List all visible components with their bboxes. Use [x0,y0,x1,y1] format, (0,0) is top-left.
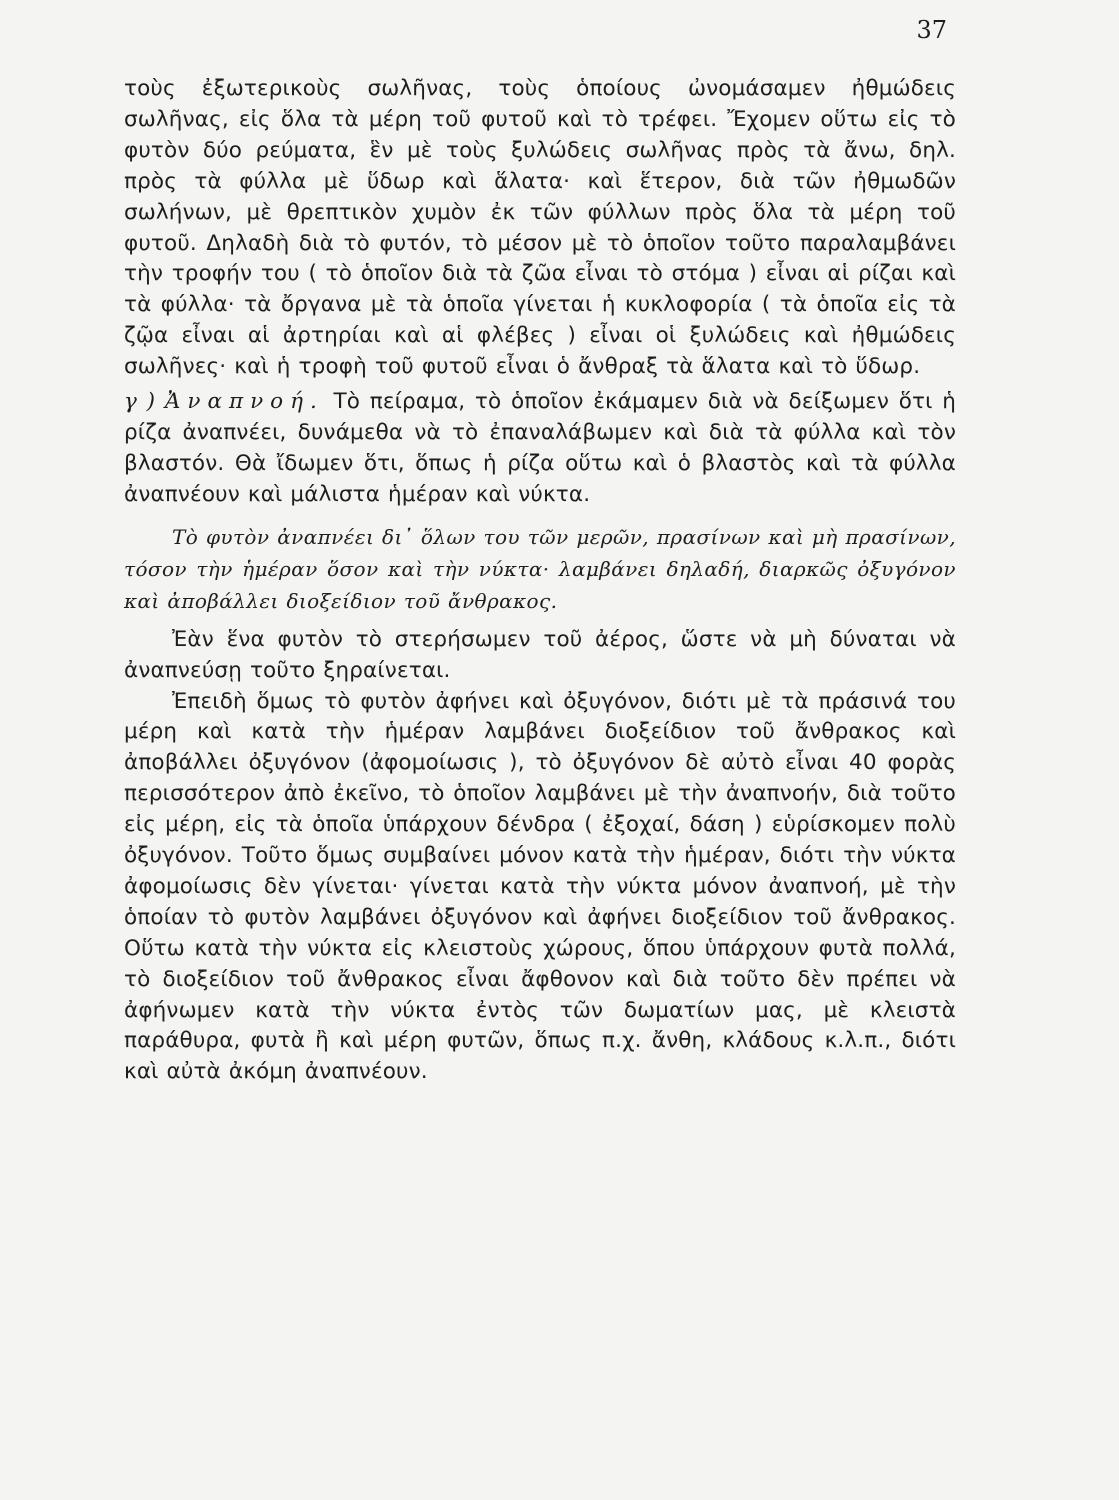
paragraph-air-deprivation: Ἐὰν ἕνα φυτὸν τὸ στερήσωμεν τοῦ ἀέρος, ὥστε νὰ μὴ δύναται νὰ ἀναπνεύσῃ τοῦτο ξηραίνεται. [124,626,956,683]
main-text [124,74,956,1088]
paragraph-circulation: τοὺς ἐξωτερικοὺς σωλῆνας, τοὺς ὁποίους ὠνομάσαμεν ἠθμώδεις σωλῆνας, εἰς ὅλα τὰ μέρη τοῦ φυτοῦ καὶ τὸ τρέφει. Ἔχομεν οὕτω εἰς τὸ φυτὸν δύο ρεύματα, ἓν μὲ τοὺς ξυλώδεις σωλῆνας πρὸς τὰ ἄνω, δηλ. πρὸς τὰ φύλλα μὲ ὕδωρ καὶ ἅλατα· καὶ ἕτερον, διὰ τῶν ἠθμωδῶν σωλήνων, μὲ θρεπτικὸν χυμὸν ἐκ τῶν φύλλων πρὸς ὅλα τὰ μέρη τοῦ φυτοῦ. Δηλαδὴ διὰ τὸ φυτόν, τὸ μέσον μὲ τὸ ὁποῖον τοῦτο παραλαμβάνει τὴν τροφήν του ( τὸ ὁποῖον διὰ τὰ ζῶα εἶναι τὸ στόμα ) εἶναι αἱ ρίζαι καὶ τὰ φύλλα· τὰ ὄργανα μὲ τὰ ὁποῖα γίνεται ἡ κυκλοφορία ( τὰ ὁποῖα εἰς τὰ ζῷα εἶναι αἱ ἀρτηρίαι καὶ αἱ φλέβες ) εἶναι οἱ ξυλώδεις καὶ ἠθμώδεις σωλῆνες· καὶ ἡ τροφὴ τοῦ φυτοῦ εἶναι ὁ ἄνθραξ τὰ ἅλατα καὶ τὸ ὕδωρ. [124,76,956,380]
section-heading: Ἀναπνοή. [164,389,324,415]
paragraph-oxygen: Ἐπειδὴ ὅμως τὸ φυτὸν ἀφήνει καὶ ὀξυγόνον, διότι μὲ τὰ πράσινά του μέρη καὶ κατὰ τὴν ἡμέραν λαμβάνει διοξείδιον τοῦ ἄνθρακος καὶ ἀποβάλλει ὀξυγόνον (ἀφομοίωσις ), τὸ ὀξυγόνον δὲ αὐτὸ εἶναι 40 φορὰς περισσότερον ἀπὸ ἐκεῖνο, τὸ ὁποῖον λαμβάνει μὲ τὴν ἀναπνοήν, διὰ τοῦτο εἰς μέρη, εἰς τὰ ὁποῖα ὑπάρχουν δένδρα ( ἐξοχαί, δάση ) εὑρίσκομεν πολὺ ὀξυγόνον. Τοῦτο ὅμως συμβαίνει μόνον κατὰ τὴν ἡμέραν, διότι τὴν νύκτα ἀφομοίωσις δὲν γίνεται· γίνεται κατὰ τὴν νύκτα μόνον ἀναπνοή, μὲ τὴν ὁποίαν τὸ φυτὸν λαμβάνει ὀξυγόνον καὶ ἀφήνει διοξείδιον τοῦ ἄνθρακος. Οὕτω κατὰ τὴν νύκτα εἰς κλειστοὺς χώρους, ὅπου ὑπάρχουν φυτὰ πολλά, τὸ διοξείδιον τοῦ ἄνθρακος εἶναι ἄφθονον καὶ διὰ τοῦτο δὲν πρέπει νὰ ἀφήνωμεν κατὰ τὴν νύκτα ἐντὸς τῶν δωματίων μας, μὲ κλειστὰ παράθυρα, φυτὰ ἢ καὶ μέρη φυτῶν, ὅπως π.χ. ἄνθη, κλάδους κ.λ.π., διότι καὶ αὐτὰ ἀκόμη ἀναπνέουν. [124,688,956,1085]
paragraph-respiration [124,387,956,511]
section-label: γ ) [124,389,165,415]
italic-summary: Τὸ φυτὸν ἀναπνέει δι᾽ ὅλων του τῶν μερῶν, πρασίνων καὶ μὴ πρασίνων, τόσον τὴν ἡμέραν ὅσον καὶ τὴν νύκτα· λαμβάνει δηλαδή, διαρκῶς ὀξυγόνον καὶ ἀποβάλλει διοξείδιον τοῦ ἄνθρακος. [124,524,956,613]
section-text: Τὸ πείραμα, τὸ ὁποῖον ἐκάμαμεν διὰ νὰ δείξωμεν ὅτι ἡ ρίζα ἀναπνέει, δυνάμεθα νὰ τὸ ἐπαναλάβωμεν καὶ διὰ τὰ φύλλα καὶ τὸν βλαστόν. Θὰ ἴδωμεν ὅτι, ὅπως ἡ ρίζα οὕτω καὶ ὁ βλαστὸς καὶ τὰ φύλλα ἀναπνέουν καὶ μάλιστα ἡμέραν καὶ νύκτα. [124,389,956,507]
page-number: 37 [916,16,947,44]
